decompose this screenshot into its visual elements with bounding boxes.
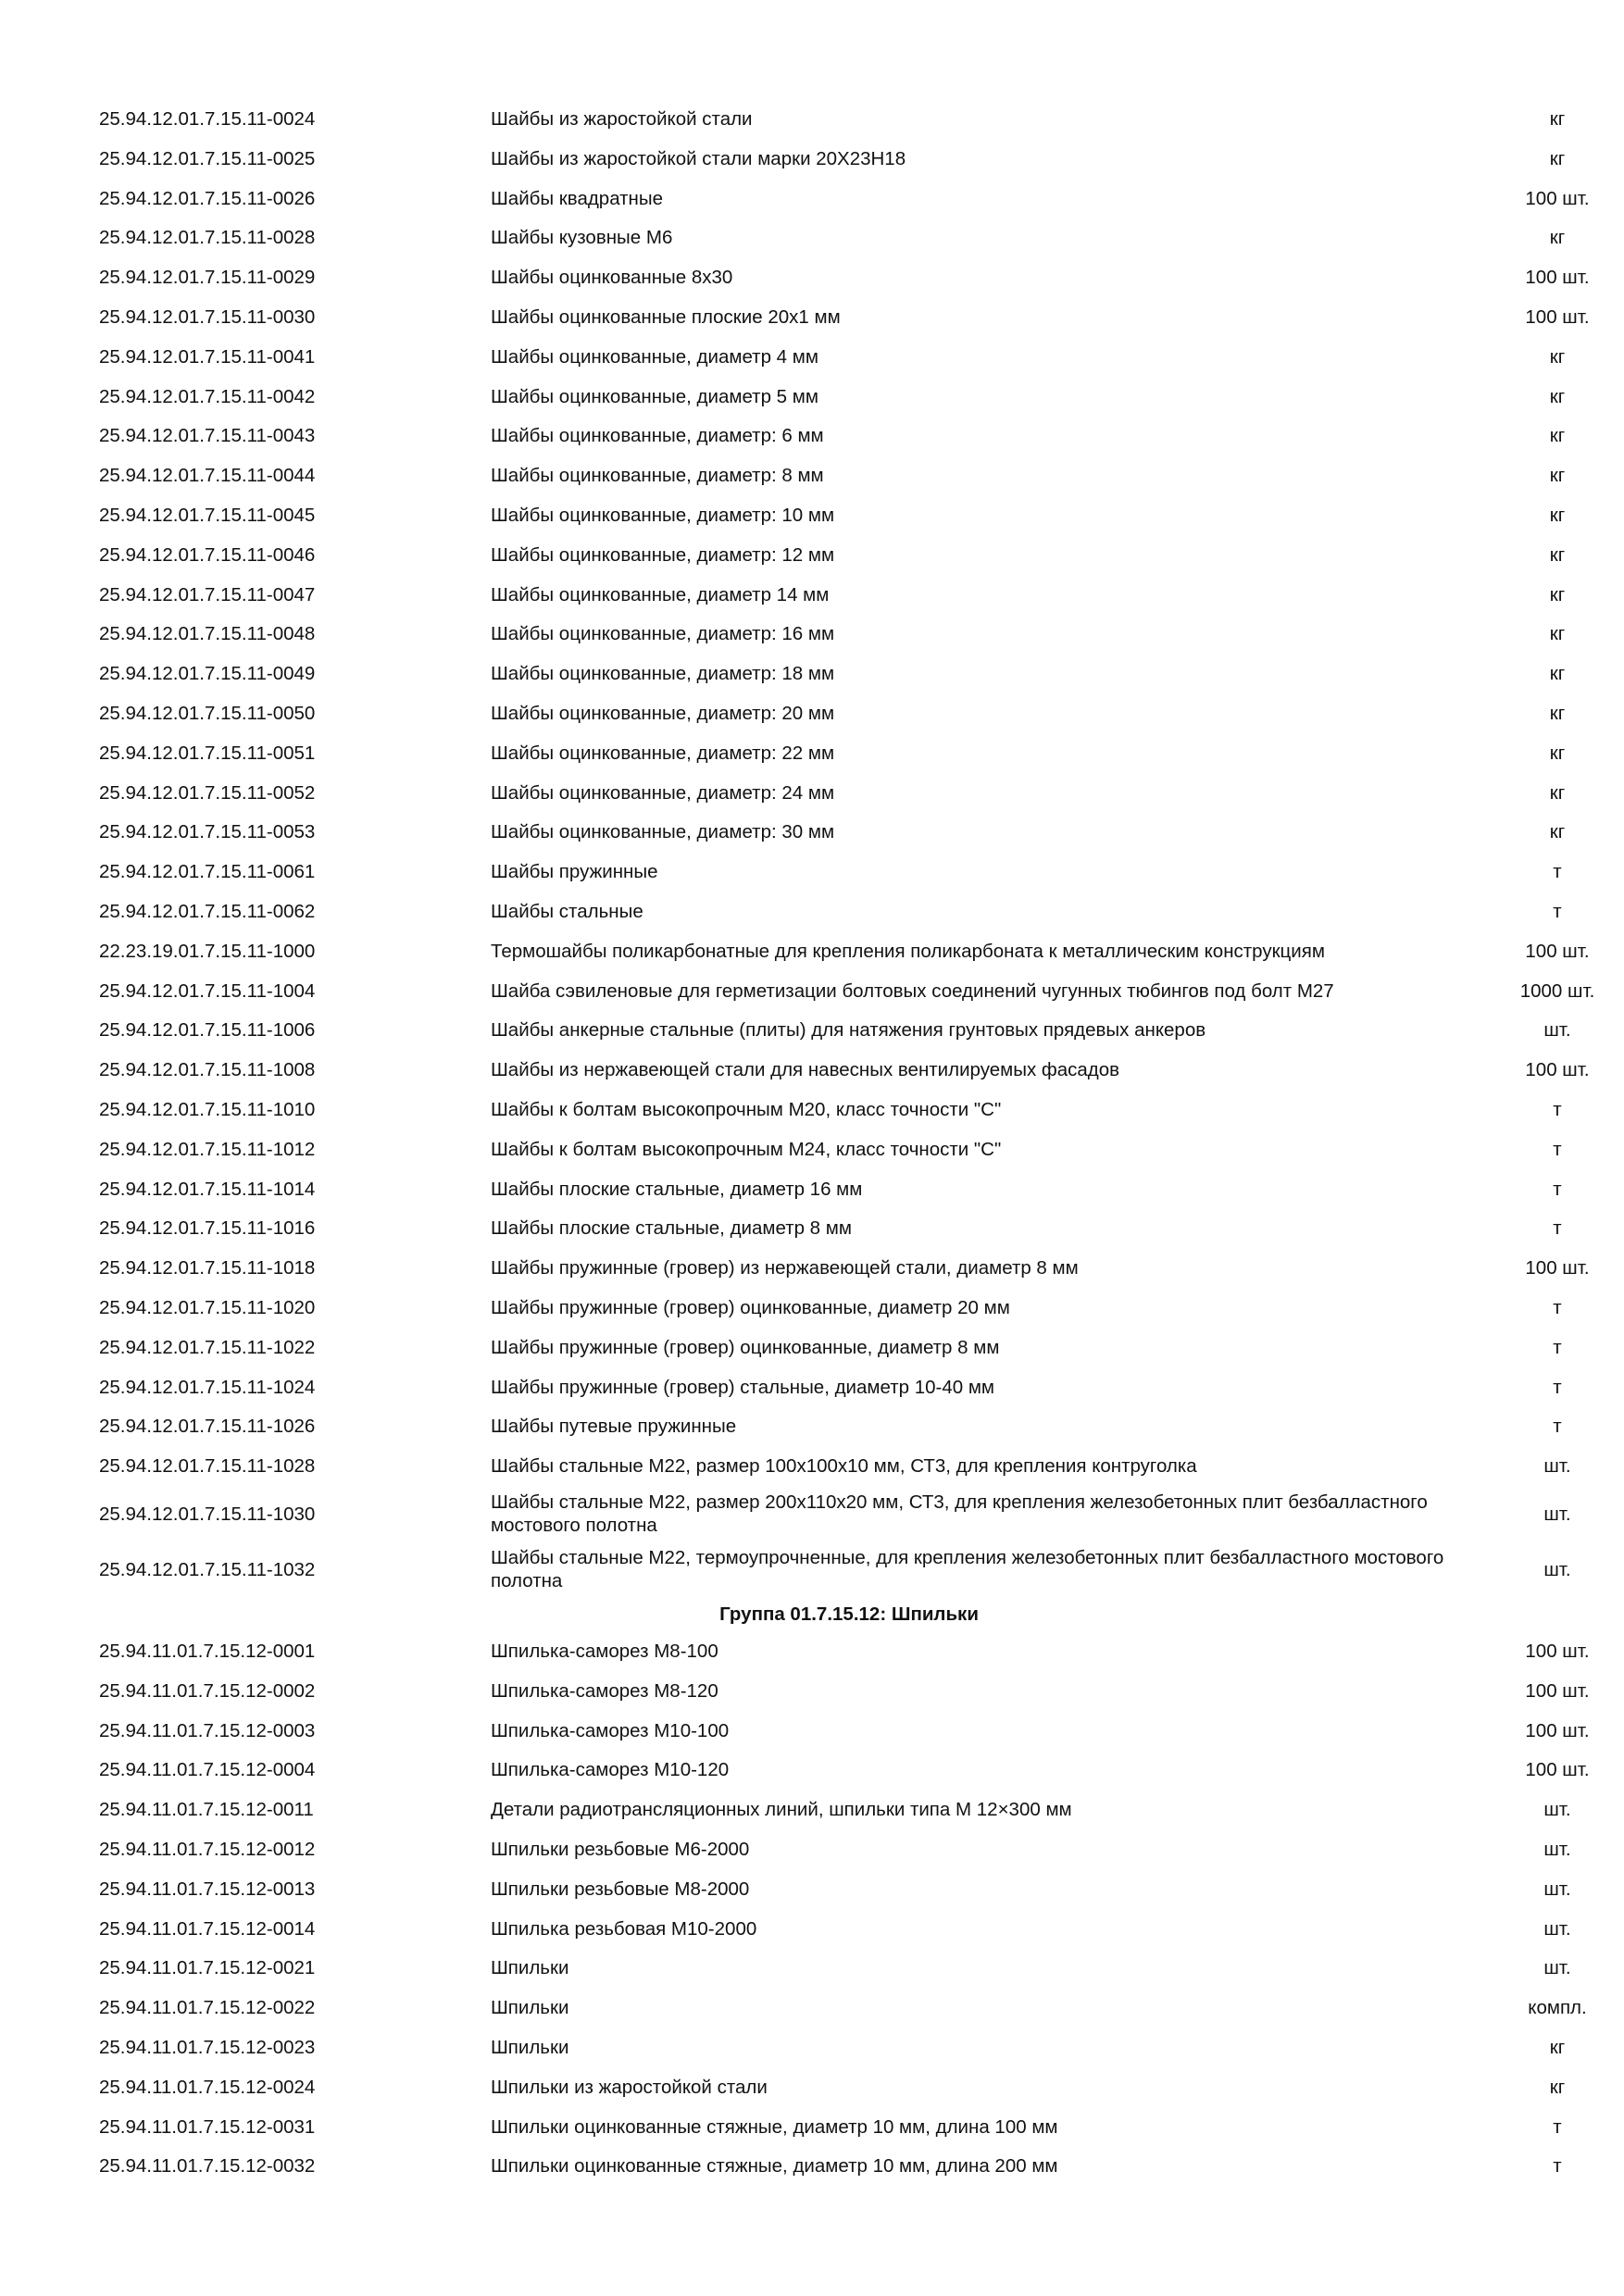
- unit-cell: [1463, 465, 1599, 488]
- group-heading: [99, 1598, 1599, 1632]
- unit-of-measure: 100 шт.: [1525, 187, 1590, 209]
- unit-cell: [1463, 1799, 1599, 1822]
- unit-of-measure: кг: [1549, 663, 1566, 685]
- table-row: [99, 1091, 1599, 1130]
- resource-code: 25.94.12.01.7.15.11-0030: [99, 306, 316, 329]
- table-row: [99, 972, 1599, 1012]
- resource-name: Шайбы пружинные (гровер) оцинкованные, диаметр 8 мм: [491, 1336, 1000, 1358]
- table-row: [99, 1632, 1599, 1672]
- unit-of-measure: 100 шт.: [1525, 1719, 1590, 1741]
- unit-of-measure: 100 шт.: [1525, 267, 1590, 289]
- unit-cell: [1463, 227, 1599, 250]
- unit-of-measure: т: [1553, 1416, 1562, 1438]
- unit-cell: [1463, 1099, 1599, 1122]
- unit-of-measure: шт.: [1543, 1019, 1571, 1042]
- unit-of-measure: кг: [1549, 425, 1566, 447]
- resource-name: Шайбы пружинные (гровер) из нержавеющей стали, диаметр 8 мм: [491, 1257, 1079, 1279]
- resource-code: 25.94.12.01.7.15.11-0048: [99, 623, 316, 645]
- resource-code: 25.94.12.01.7.15.11-1024: [99, 1376, 316, 1398]
- unit-of-measure: т: [1553, 1297, 1562, 1318]
- unit-cell: [1463, 1504, 1599, 1527]
- table-row: [99, 1407, 1599, 1447]
- unit-cell: [1463, 1957, 1599, 1980]
- resource-code: 25.94.12.01.7.15.11-1006: [99, 1019, 316, 1042]
- resource-name: Шпилька-саморез М10-100: [491, 1719, 730, 1741]
- resource-code: 25.94.11.01.7.15.12-0024: [99, 2076, 316, 2098]
- unit-of-measure: кг: [1549, 821, 1566, 843]
- table-row: [99, 1249, 1599, 1289]
- unit-cell: [1463, 1297, 1599, 1320]
- resource-code: 25.94.12.01.7.15.11-0061: [99, 861, 316, 883]
- unit-of-measure: т: [1553, 1336, 1562, 1358]
- unit-cell: [1463, 821, 1599, 844]
- resource-name: Шайбы оцинкованные, диаметр: 10 мм: [491, 505, 835, 527]
- table-row: [99, 892, 1599, 932]
- resource-name: Детали радиотрансляционных линий, шпильки типа М 12×300 мм: [491, 1799, 1072, 1821]
- resource-name: Шайбы оцинкованные, диаметр: 20 мм: [491, 703, 835, 725]
- unit-of-measure: кг: [1549, 583, 1566, 605]
- table-row: [99, 1751, 1599, 1791]
- resource-code: 25.94.11.01.7.15.12-0013: [99, 1878, 316, 1900]
- resource-code: 25.94.12.01.7.15.11-1032: [99, 1558, 316, 1580]
- unit-of-measure: кг: [1549, 2036, 1566, 2058]
- resource-name: Шайбы оцинкованные, диаметр: 24 мм: [491, 781, 835, 804]
- table-row: [99, 1170, 1599, 1210]
- unit-cell: [1463, 346, 1599, 369]
- resource-name: Шпильки резьбовые М6-2000: [491, 1838, 750, 1860]
- unit-cell: [1463, 980, 1599, 1004]
- resource-code: 25.94.12.01.7.15.11-0045: [99, 505, 316, 527]
- resource-code: 25.94.12.01.7.15.11-0042: [99, 385, 316, 407]
- unit-cell: [1463, 623, 1599, 646]
- resource-name: Шпильки: [491, 2036, 569, 2058]
- table-row: [99, 1289, 1599, 1329]
- resource-code: 25.94.11.01.7.15.12-0032: [99, 2155, 316, 2177]
- resource-code: 25.94.12.01.7.15.11-0051: [99, 742, 316, 764]
- table-row: [99, 576, 1599, 616]
- resource-code: 25.94.12.01.7.15.11-1022: [99, 1336, 316, 1358]
- unit-of-measure: т: [1553, 1178, 1562, 1200]
- resource-name: Шпилька резьбовая М10-2000: [491, 1917, 757, 1940]
- resource-code: 25.94.11.01.7.15.12-0011: [99, 1799, 314, 1821]
- unit-cell: [1463, 1878, 1599, 1902]
- resource-code: 25.94.12.01.7.15.11-0026: [99, 187, 316, 209]
- resource-code: 25.94.12.01.7.15.11-0043: [99, 425, 316, 447]
- unit-of-measure: 100 шт.: [1525, 1059, 1590, 1081]
- resource-name: Шайбы к болтам высокопрочным М20, класс точности "С": [491, 1099, 1002, 1121]
- resource-name: Шайбы оцинкованные, диаметр: 12 мм: [491, 543, 835, 566]
- unit-of-measure: т: [1553, 2155, 1562, 2177]
- resource-code: 25.94.12.01.7.15.11-0062: [99, 901, 316, 923]
- table-row: [99, 100, 1599, 140]
- table-row: [99, 140, 1599, 180]
- resource-code: 25.94.12.01.7.15.11-0029: [99, 267, 316, 289]
- unit-of-measure: 100 шт.: [1525, 940, 1590, 962]
- resource-name: Шпильки: [491, 1957, 569, 1979]
- unit-of-measure: шт.: [1543, 1957, 1571, 1979]
- table-row: [99, 1909, 1599, 1949]
- unit-of-measure: 100 шт.: [1525, 1257, 1590, 1279]
- unit-of-measure: кг: [1549, 227, 1566, 249]
- resource-name: Шайбы кузовные М6: [491, 227, 673, 249]
- unit-of-measure: кг: [1549, 781, 1566, 804]
- group-title: Группа 01.7.15.12: Шпильки: [719, 1603, 979, 1626]
- unit-cell: [1463, 267, 1599, 290]
- unit-of-measure: шт.: [1543, 1799, 1571, 1821]
- resource-code: 25.94.12.01.7.15.11-1028: [99, 1455, 316, 1478]
- unit-of-measure: 100 шт.: [1525, 306, 1590, 329]
- unit-cell: [1463, 703, 1599, 726]
- unit-of-measure: шт.: [1543, 1503, 1571, 1525]
- resource-name: Шайбы из нержавеющей стали для навесных вентилируемых фасадов: [491, 1059, 1120, 1081]
- unit-cell: [1463, 505, 1599, 528]
- unit-of-measure: шт.: [1543, 1917, 1571, 1940]
- table-row: [99, 1830, 1599, 1870]
- resource-code: 25.94.12.01.7.15.11-0041: [99, 345, 316, 368]
- table-row: [99, 1487, 1599, 1542]
- unit-of-measure: кг: [1549, 2076, 1566, 2098]
- table-row: [99, 338, 1599, 378]
- resource-code: 22.23.19.01.7.15.11-1000: [99, 940, 316, 962]
- resource-code: 25.94.12.01.7.15.11-1010: [99, 1099, 316, 1121]
- table-row: [99, 298, 1599, 338]
- resource-code: 25.94.12.01.7.15.11-1026: [99, 1416, 316, 1438]
- resource-code: 25.94.11.01.7.15.12-0002: [99, 1679, 316, 1702]
- table-row: [99, 456, 1599, 496]
- table-row: [99, 1870, 1599, 1910]
- unit-cell: [1463, 1641, 1599, 1664]
- unit-of-measure: кг: [1549, 108, 1566, 131]
- table-row: [99, 2107, 1599, 2147]
- unit-cell: [1463, 425, 1599, 448]
- unit-of-measure: шт.: [1543, 1558, 1571, 1580]
- resource-name: Шайбы оцинкованные, диаметр: 22 мм: [491, 742, 835, 764]
- resource-name: Шайбы оцинкованные, диаметр: 16 мм: [491, 623, 835, 645]
- unit-cell: [1463, 1759, 1599, 1782]
- resource-code: 25.94.12.01.7.15.11-1018: [99, 1257, 316, 1279]
- resource-code: 25.94.12.01.7.15.11-0050: [99, 703, 316, 725]
- resource-code: 25.94.12.01.7.15.11-1016: [99, 1217, 316, 1240]
- table-row: [99, 694, 1599, 734]
- unit-cell: [1463, 1019, 1599, 1042]
- table-row: [99, 258, 1599, 298]
- unit-cell: [1463, 2155, 1599, 2178]
- resource-name: Шайбы стальные: [491, 901, 643, 923]
- unit-of-measure: кг: [1549, 742, 1566, 764]
- unit-of-measure: т: [1553, 901, 1562, 923]
- table-row: [99, 853, 1599, 892]
- unit-cell: [1463, 1839, 1599, 1862]
- unit-of-measure: кг: [1549, 385, 1566, 407]
- resource-name: Шпильки оцинкованные стяжные, диаметр 10 мм, длина 100 мм: [491, 2115, 1058, 2138]
- table-row: [99, 1368, 1599, 1408]
- unit-of-measure: т: [1553, 861, 1562, 883]
- resource-name: Шпильки резьбовые М8-2000: [491, 1878, 750, 1900]
- resource-name: Шайбы плоские стальные, диаметр 16 мм: [491, 1178, 863, 1200]
- unit-of-measure: 100 шт.: [1525, 1679, 1590, 1702]
- resource-name: Шайбы пружинные: [491, 861, 658, 883]
- unit-of-measure: шт.: [1543, 1878, 1571, 1900]
- unit-of-measure: т: [1553, 1099, 1562, 1121]
- table-row: [99, 1791, 1599, 1830]
- resource-name: Шайбы стальные М22, размер 200х110х20 мм, СТ3, для крепления железобетонных плит безбалластного мостового полотна: [491, 1491, 1428, 1536]
- unit-cell: [1463, 782, 1599, 805]
- unit-of-measure: т: [1553, 1376, 1562, 1398]
- table-row: [99, 496, 1599, 536]
- resource-name: Шайбы оцинкованные плоские 20х1 мм: [491, 306, 841, 329]
- unit-cell: [1463, 188, 1599, 211]
- resource-name: Шайбы путевые пружинные: [491, 1416, 737, 1438]
- resource-code: 25.94.11.01.7.15.12-0004: [99, 1759, 316, 1781]
- resource-code: 25.94.12.01.7.15.11-0047: [99, 583, 316, 605]
- resource-code: 25.94.11.01.7.15.12-0012: [99, 1838, 316, 1860]
- unit-of-measure: кг: [1549, 465, 1566, 487]
- unit-cell: [1463, 1217, 1599, 1241]
- resource-code: 25.94.11.01.7.15.12-0022: [99, 1997, 316, 2019]
- unit-of-measure: кг: [1549, 623, 1566, 645]
- table-row: [99, 615, 1599, 655]
- table-row: [99, 1447, 1599, 1487]
- resource-name: Шайбы оцинкованные, диаметр: 18 мм: [491, 663, 835, 685]
- unit-of-measure: кг: [1549, 147, 1566, 169]
- resource-code: 25.94.12.01.7.15.11-0025: [99, 147, 316, 169]
- resource-name: Термошайбы поликарбонатные для крепления поликарбоната к металлическим конструкциям: [491, 940, 1325, 962]
- resource-code: 25.94.11.01.7.15.12-0023: [99, 2036, 316, 2058]
- resource-code: 25.94.11.01.7.15.12-0014: [99, 1917, 316, 1940]
- table-row: [99, 417, 1599, 456]
- unit-cell: [1463, 1377, 1599, 1400]
- unit-of-measure: 100 шт.: [1525, 1759, 1590, 1781]
- unit-cell: [1463, 1918, 1599, 1941]
- unit-cell: [1463, 901, 1599, 924]
- resource-name: Шпилька-саморез М8-100: [491, 1640, 718, 1662]
- resource-name: Шайбы стальные М22, термоупрочненные, для крепления железобетонных плит безбалластного мостового полотна: [491, 1547, 1444, 1591]
- resource-name: Шайбы из жаростойкой стали марки 20Х23Н18: [491, 147, 906, 169]
- table-row: [99, 1130, 1599, 1170]
- table-row: [99, 932, 1599, 972]
- unit-cell: [1463, 108, 1599, 131]
- resource-name: Шайбы оцинкованные, диаметр: 6 мм: [491, 425, 824, 447]
- resource-code: 25.94.12.01.7.15.11-0024: [99, 108, 316, 131]
- unit-cell: [1463, 1416, 1599, 1439]
- unit-of-measure: кг: [1549, 345, 1566, 368]
- resource-table: [99, 100, 1599, 2187]
- resource-name: Шайбы к болтам высокопрочным М24, класс точности "С": [491, 1138, 1002, 1160]
- table-row: [99, 2068, 1599, 2108]
- unit-of-measure: т: [1553, 2115, 1562, 2138]
- unit-cell: [1463, 1059, 1599, 1082]
- unit-cell: [1463, 306, 1599, 330]
- resource-code: 25.94.11.01.7.15.12-0003: [99, 1719, 316, 1741]
- table-row: [99, 536, 1599, 576]
- table-row: [99, 813, 1599, 853]
- unit-cell: [1463, 1337, 1599, 1360]
- unit-cell: [1463, 1139, 1599, 1162]
- resource-name: Шайбы плоские стальные, диаметр 8 мм: [491, 1217, 852, 1240]
- unit-cell: [1463, 1720, 1599, 1743]
- resource-name: Шайбы пружинные (гровер) стальные, диаметр 10-40 мм: [491, 1376, 995, 1398]
- unit-cell: [1463, 742, 1599, 766]
- table-row: [99, 1209, 1599, 1249]
- table-row: [99, 1011, 1599, 1051]
- resource-name: Шайбы из жаростойкой стали: [491, 108, 753, 131]
- resource-code: 25.94.12.01.7.15.11-0044: [99, 465, 316, 487]
- unit-of-measure: кг: [1549, 505, 1566, 527]
- unit-cell: [1463, 584, 1599, 607]
- unit-cell: [1463, 941, 1599, 964]
- resource-name: Шайбы оцинкованные, диаметр 14 мм: [491, 583, 830, 605]
- resource-code: 25.94.11.01.7.15.12-0001: [99, 1640, 316, 1662]
- resource-name: Шпильки из жаростойкой стали: [491, 2076, 768, 2098]
- unit-cell: [1463, 2077, 1599, 2100]
- unit-cell: [1463, 663, 1599, 686]
- unit-cell: [1463, 2116, 1599, 2140]
- table-row: [99, 774, 1599, 814]
- resource-code: 25.94.12.01.7.15.11-1008: [99, 1059, 316, 1081]
- unit-of-measure: т: [1553, 1138, 1562, 1160]
- table-row: [99, 1672, 1599, 1712]
- table-row: [99, 1329, 1599, 1368]
- table-row: [99, 378, 1599, 418]
- unit-cell: [1463, 1559, 1599, 1582]
- resource-name: Шайбы оцинкованные, диаметр 5 мм: [491, 385, 818, 407]
- unit-of-measure: 1000 шт.: [1519, 980, 1595, 1002]
- resource-code: 25.94.11.01.7.15.12-0021: [99, 1957, 316, 1979]
- unit-cell: [1463, 1455, 1599, 1479]
- resource-name: Шайбы стальные М22, размер 100х100х10 мм, СТ3, для крепления контруголка: [491, 1455, 1197, 1478]
- washers-section: [99, 100, 1599, 1487]
- table-row: [99, 1711, 1599, 1751]
- table-row: [99, 180, 1599, 219]
- unit-cell: [1463, 148, 1599, 171]
- table-row: [99, 218, 1599, 258]
- unit-of-measure: шт.: [1543, 1455, 1571, 1478]
- resource-code: 25.94.12.01.7.15.11-1004: [99, 980, 316, 1002]
- unit-cell: [1463, 544, 1599, 568]
- resource-name: Шайбы оцинкованные, диаметр: 8 мм: [491, 465, 824, 487]
- resource-code: 25.94.12.01.7.15.11-1020: [99, 1297, 316, 1318]
- unit-cell: [1463, 1179, 1599, 1202]
- unit-cell: [1463, 1680, 1599, 1703]
- resource-code: 25.94.12.01.7.15.11-0049: [99, 663, 316, 685]
- table-row: [99, 1051, 1599, 1091]
- resource-name: Шайбы оцинкованные 8х30: [491, 267, 733, 289]
- resource-name: Шайба сэвиленовые для герметизации болтовых соединений чугунных тюбингов под болт М27: [491, 980, 1334, 1002]
- resource-name: Шайбы оцинкованные, диаметр: 30 мм: [491, 821, 835, 843]
- resource-code: 25.94.12.01.7.15.11-1014: [99, 1178, 316, 1200]
- resource-name: Шпильки оцинкованные стяжные, диаметр 10 мм, длина 200 мм: [491, 2155, 1058, 2177]
- table-row: [99, 1949, 1599, 1989]
- unit-of-measure: т: [1553, 1217, 1562, 1240]
- resource-name: Шпилька-саморез М8-120: [491, 1679, 718, 1702]
- resource-name: Шпилька-саморез М10-120: [491, 1759, 730, 1781]
- resource-code: 25.94.12.01.7.15.11-0046: [99, 543, 316, 566]
- resource-name: Шайбы анкерные стальные (плиты) для натяжения грунтовых прядевых анкеров: [491, 1019, 1206, 1042]
- unit-cell: [1463, 386, 1599, 409]
- unit-of-measure: 100 шт.: [1525, 1640, 1590, 1662]
- table-row: [99, 2147, 1599, 2187]
- studs-section: [99, 1632, 1599, 2187]
- unit-of-measure: кг: [1549, 543, 1566, 566]
- resource-code: 25.94.12.01.7.15.11-1012: [99, 1138, 316, 1160]
- resource-code: 25.94.11.01.7.15.12-0031: [99, 2115, 316, 2138]
- unit-cell: [1463, 861, 1599, 884]
- unit-of-measure: компл.: [1528, 1997, 1587, 2019]
- resource-code: 25.94.12.01.7.15.11-1030: [99, 1503, 316, 1525]
- unit-cell: [1463, 1997, 1599, 2020]
- washers-long-rows: [99, 1487, 1599, 1598]
- unit-of-measure: шт.: [1543, 1838, 1571, 1860]
- unit-of-measure: кг: [1549, 703, 1566, 725]
- table-row: [99, 734, 1599, 774]
- unit-cell: [1463, 1257, 1599, 1280]
- resource-code: 25.94.12.01.7.15.11-0053: [99, 821, 316, 843]
- resource-name: Шпильки: [491, 1997, 569, 2019]
- resource-name: Шайбы оцинкованные, диаметр 4 мм: [491, 345, 818, 368]
- unit-cell: [1463, 2037, 1599, 2060]
- resource-code: 25.94.12.01.7.15.11-0052: [99, 781, 316, 804]
- table-row: [99, 1542, 1599, 1598]
- table-row: [99, 1989, 1599, 2028]
- table-row: [99, 655, 1599, 694]
- resource-name: Шайбы квадратные: [491, 187, 664, 209]
- resource-code: 25.94.12.01.7.15.11-0028: [99, 227, 316, 249]
- table-row: [99, 2028, 1599, 2068]
- resource-name: Шайбы пружинные (гровер) оцинкованные, диаметр 20 мм: [491, 1297, 1010, 1318]
